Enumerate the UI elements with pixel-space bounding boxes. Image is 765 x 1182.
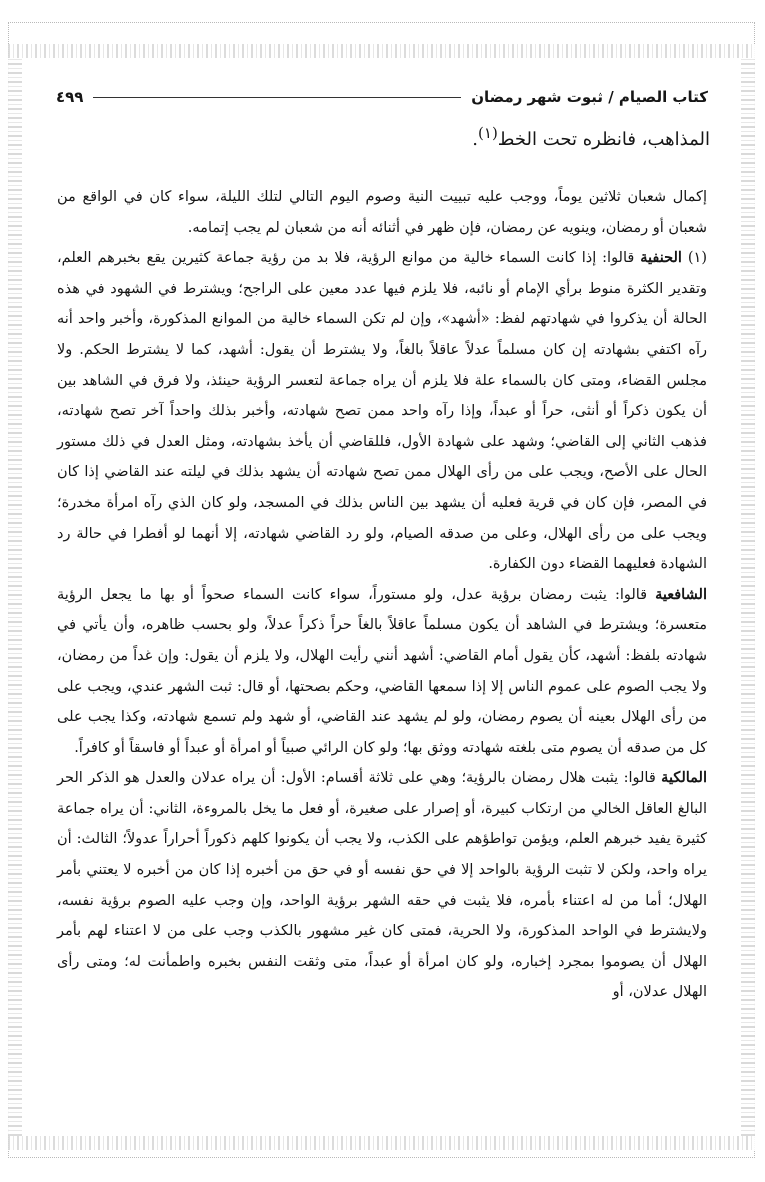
decorative-border-right (741, 58, 755, 1136)
footnote-hanafi (57, 243, 707, 580)
page-title: كتاب الصيام / ثبوت شهر رمضان (471, 88, 708, 106)
body-text: المذاهب، فانظره تحت الخط (497, 129, 710, 150)
school-heading-maliki: المالكية (661, 769, 707, 787)
footnote-reference: (١) (478, 124, 498, 142)
decorative-border-left (8, 58, 22, 1136)
hanafi-text: قالوا: إذا كانت السماء خالية من موانع الرؤية، فلا بد من رؤية جماعة كثيرين يقع بخبرهم العلم، وتقدير الكثرة منوط برأي الإمام أو نائبه، فلا يلزم فيها عدد معين على الراجح؛ ويشترط في الشهود في هذه الحالة أن يذكروا في شهادتهم لفظ: «أشهد»، وإن لم تكن السماء خالية من الموانع المذكورة، وأخبر واحد أنه رآه اكتفي بشهادته إن كان مسلماً عدلاً عاقلاً بالغاً، ولا يشترط أن يقول: أشهد، كما لا يشترط الحكم. ولا مجلس القضاء، ومتى كان بالسماء علة فلا يلزم أن يراه جماعة لتعسر الرؤية حينئذ، ولا فرق في الشاهد بين أن يكون ذكراً أو أنثى، حراً أو عبداً، وإذا رآه واحد ممن تصح شهادته، وأخبر بذلك واحداً آخر تصح شهادته، فذهب الثاني إلى القاضي؛ وشهد على شهادة الأول، فللقاضي أن يأخذ بشهادته، ومثل العدل في ذلك مستور الحال على الأصح، ويجب على من رأى الهلال ممن تصح شهادته أن يشهد بذلك في ليلته عند القاضي إذا كان في المصر، فإن كان في قرية فعليه أن يشهد بين الناس بذلك في المسجد، ولو كان الذي رآه امرأة مخدرة؛ ويجب على من رأى الهلال، وعلى من صدقه الصيام، ولو رد القاضي شهادته، إلا أنهما لو أفطرا في حالة رد الشهادة فعليهما القضاء دون الكفارة. (57, 250, 707, 573)
school-heading-hanafi: الحنفية (640, 249, 682, 267)
maliki-text: قالوا: يثبت هلال رمضان بالرؤية؛ وهي على ثلاثة أقسام: الأول: أن يراه عدلان والعدل هو الذكر الحر البالغ العاقل الخالي من ارتكاب كبيرة، أو إصرار على صغيرة، أو فعل ما يخل بالمروءة، الثاني: أن يراه جماعة كثيرة يفيد خبرهم العلم، ويؤمن تواطؤهم على الكذب، ولا يجب أن يكونوا كلهم ذكوراً أحراراً عدولاً؛ الثالث: أن يراه واحد، ولكن لا تثبت الرؤية بالواحد إلا في حق نفسه أو في حق من أخبره إذا كان من أخبره لا يعتني بأمر الهلال؛ أما من له اعتناء بأمره، فلا يثبت في حقه الشهر برؤية الواحد، وإن وجب عليه الصوم برؤية نفسه، ولايشترط في الواحد المذكورة، ولا الحرية، فمتى كان غير مشهور بالكذب وجب على من لا اعتناء لهم بأمر الهلال أن يصوموا بمجرد إخباره، ولو كان امرأة أو عبداً، متى وثقت النفس بخبره واطمأنت له؛ ومتى رأى الهلال عدلان، أو (57, 770, 707, 1001)
decorative-border-bottom (8, 1136, 755, 1150)
footnote-intro-text: إكمال شعبان ثلاثين يوماً، ووجب عليه تبييت النية وصوم اليوم التالي لتلك الليلة، سواء كان في الواقع من شعبان أو رمضان، وينويه عن رمضان، فإن ظهر في أثنائه أنه من شعبان لم يجب إتمامه. (57, 189, 707, 236)
footnote-shafii (57, 580, 707, 764)
footnote-marker: (١) (687, 250, 707, 267)
school-heading-shafii: الشافعية (655, 585, 707, 603)
running-header (56, 82, 708, 112)
footnote-maliki (57, 763, 707, 1008)
sentence-end: . (472, 129, 479, 150)
body-carryover-line (290, 120, 710, 153)
page-number: ٤٩٩ (56, 88, 84, 106)
header-rule (93, 97, 461, 98)
decorative-border-top (8, 44, 755, 58)
footnote-intro (57, 182, 707, 243)
footnotes-section (57, 182, 707, 1008)
shafii-text: قالوا: يثبت رمضان برؤية عدل، ولو مستوراً، سواء كانت السماء صحواً أو بها ما يجعل الرؤية متعسرة؛ ويشترط في الشاهد أن يكون مسلماً عاقلاً بالغاً حراً ذكراً عدلاً، ولو بحسب ظاهره، وأن يأتي في شهادته بلفظ: أشهد، كأن يقول أمام القاضي: أشهد أنني رأيت الهلال، ولا يلزم أن يقول: وإن غداً من رمضان، ولا يجب الصوم على عموم الناس إلا إذا سمعها القاضي، وحكم بصحتها، أو قال: ثبت الشهر عندي، ويجب على من رأى الهلال بعينه أن يصوم رمضان، ولو لم يشهد عند القاضي، أو شهد ولم تسمع شهادته، وكذا يجب على كل من صدقه أن يصوم متى بلغته شهادته ووثق بها؛ ولو كان الرائي صبياً أو امرأة أو عبداً أو فاسقاً أو كافراً. (57, 586, 707, 756)
